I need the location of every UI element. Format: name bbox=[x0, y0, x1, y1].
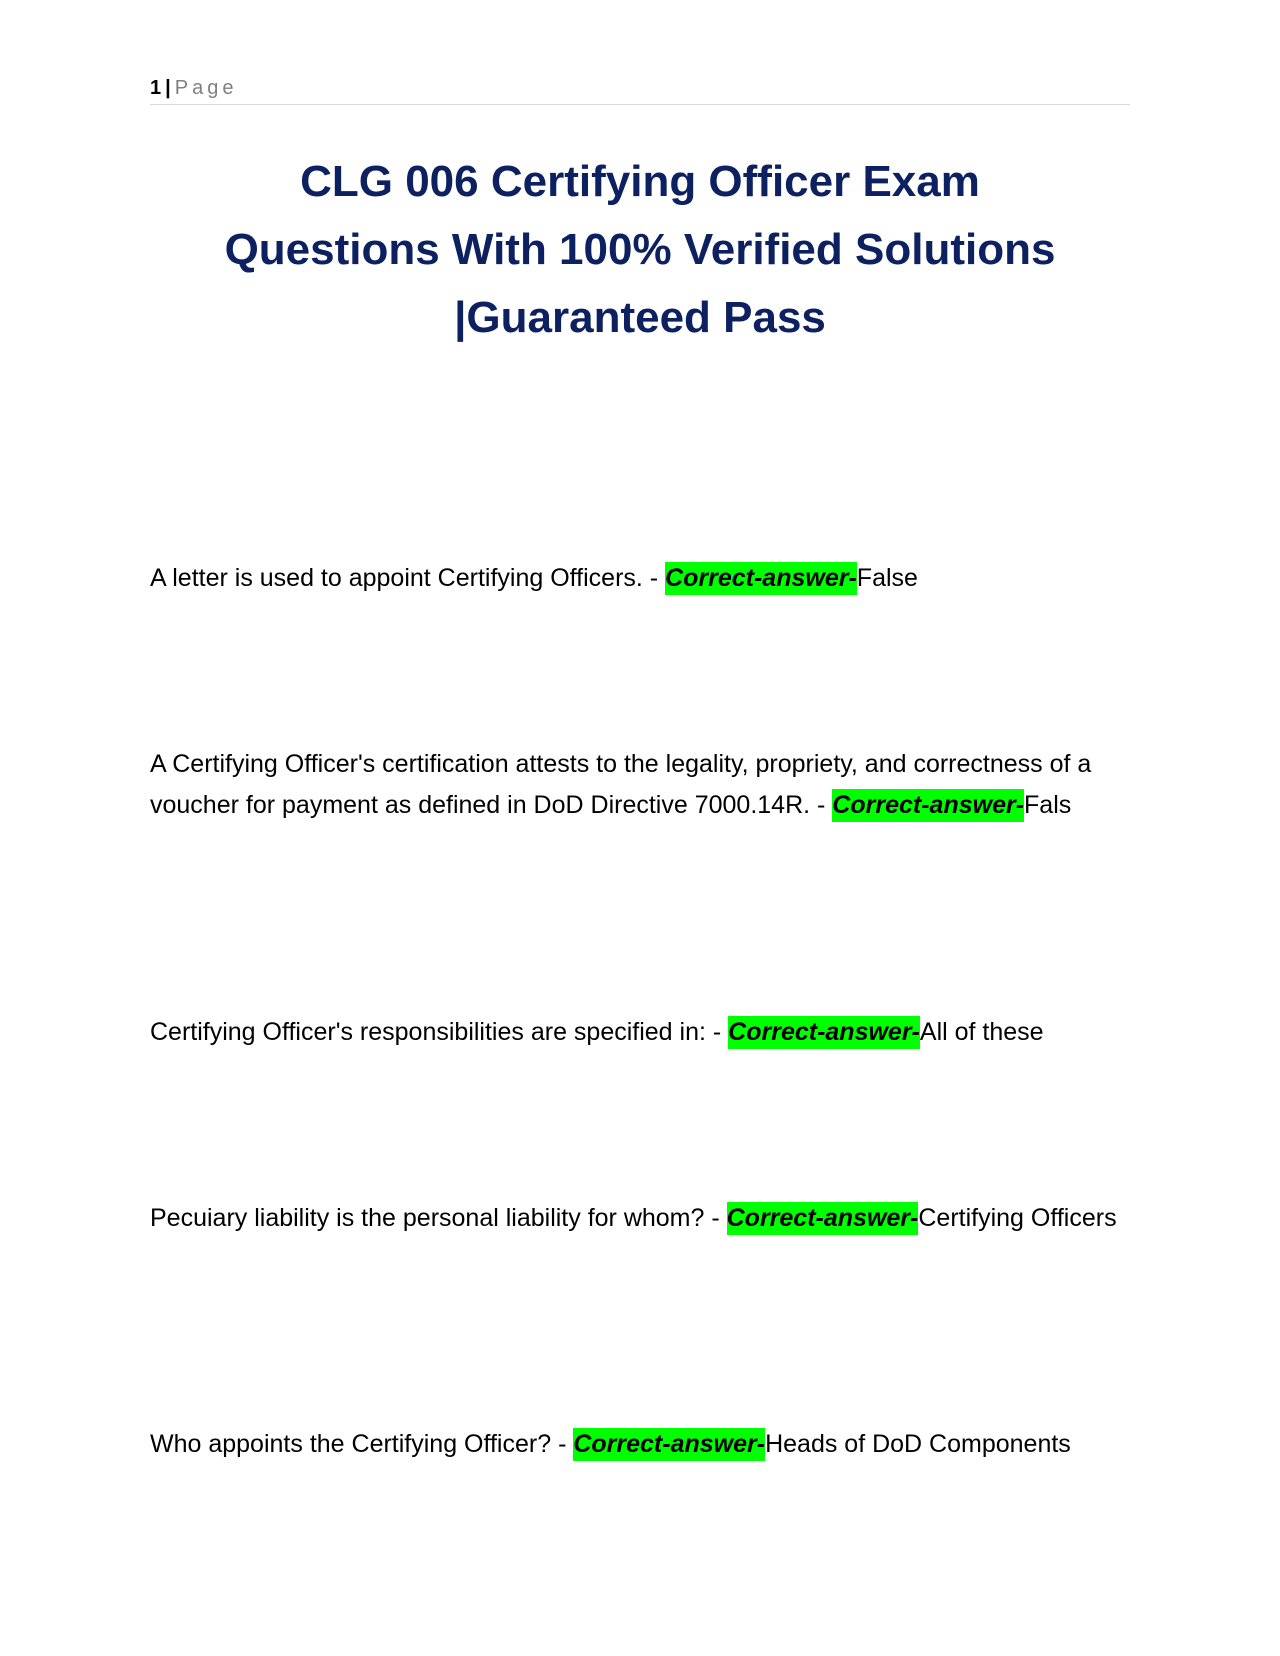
title-line-3: |Guaranteed Pass bbox=[454, 293, 826, 342]
page-label: Page bbox=[174, 77, 238, 99]
document-title bbox=[150, 148, 1130, 352]
answer-text: All of these bbox=[919, 1018, 1044, 1046]
title-line-2: Questions With 100% Verified Solutions bbox=[224, 225, 1056, 274]
answer-text: Heads of DoD Components bbox=[765, 1430, 1071, 1458]
qa-item bbox=[150, 1012, 1140, 1053]
answer-text: False bbox=[856, 564, 918, 592]
page-header bbox=[150, 76, 1130, 105]
question-text: A Certifying Officer's certification attests to the legality, propriety, and correctness of a voucher for payment as defined in DoD Directive 7000.14R. - bbox=[150, 750, 1092, 819]
question-text: Who appoints the Certifying Officer? - bbox=[150, 1430, 574, 1458]
correct-answer-tag: Correct-answer- bbox=[728, 1016, 920, 1049]
qa-item bbox=[150, 1198, 1140, 1239]
qa-item bbox=[150, 1424, 1140, 1465]
answer-text: Certifying Officers bbox=[918, 1204, 1117, 1232]
qa-item bbox=[150, 558, 1140, 599]
question-text: Pecuiary liability is the personal liability for whom? - bbox=[150, 1204, 727, 1232]
title-line-1: CLG 006 Certifying Officer Exam bbox=[300, 157, 980, 206]
qa-item bbox=[150, 744, 1140, 826]
question-text: A letter is used to appoint Certifying Officers. - bbox=[150, 564, 666, 592]
page-number: 1 bbox=[150, 77, 162, 99]
answer-text: Fals bbox=[1024, 791, 1072, 819]
page-separator: | bbox=[165, 77, 171, 99]
question-text: Certifying Officer's responsibilities are specified in: - bbox=[150, 1018, 729, 1046]
correct-answer-tag: Correct-answer- bbox=[727, 1202, 919, 1235]
correct-answer-tag: Correct-answer- bbox=[832, 789, 1024, 822]
correct-answer-tag: Correct-answer- bbox=[665, 562, 857, 595]
correct-answer-tag: Correct-answer- bbox=[573, 1428, 765, 1461]
